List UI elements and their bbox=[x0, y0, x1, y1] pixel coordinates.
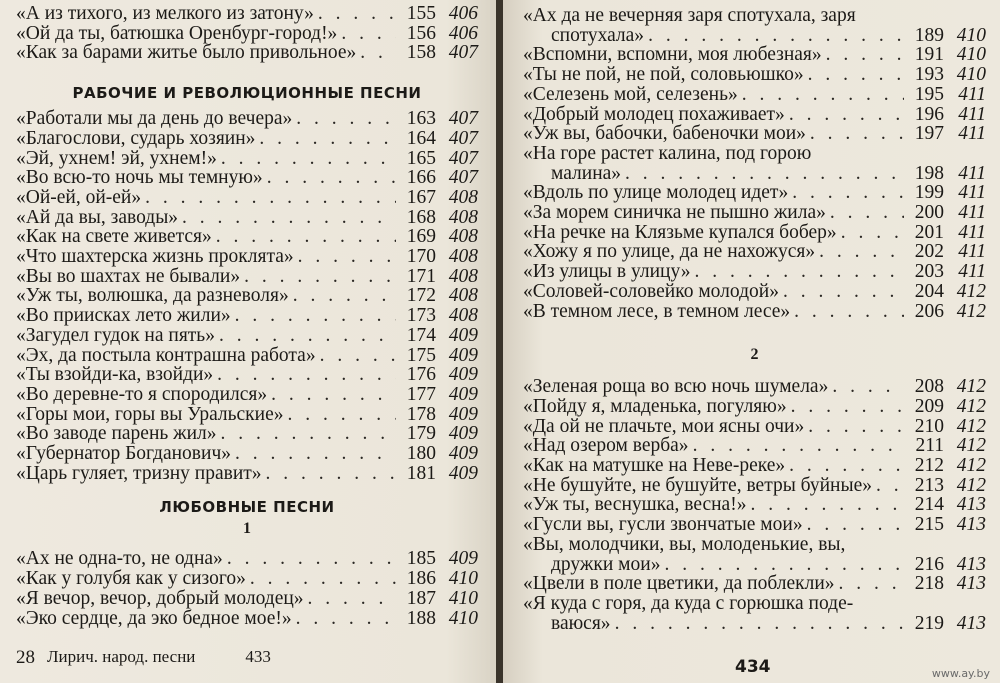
page-reference: 408 bbox=[448, 226, 478, 248]
song-number: 168 bbox=[406, 206, 436, 228]
song-number: 203 bbox=[914, 261, 944, 283]
dot-leader bbox=[304, 589, 396, 609]
dot-leader bbox=[267, 385, 396, 405]
song-number: 186 bbox=[406, 568, 436, 590]
toc-entry bbox=[523, 436, 986, 456]
dot-leader bbox=[284, 405, 397, 425]
song-number: 208 bbox=[914, 376, 944, 398]
page-reference: 412 bbox=[956, 280, 986, 302]
toc-entry bbox=[16, 188, 478, 208]
page-reference: 408 bbox=[448, 206, 478, 228]
toc-entry bbox=[523, 65, 986, 85]
dot-leader bbox=[785, 105, 904, 125]
dot-leader bbox=[292, 609, 396, 629]
toc-entry bbox=[523, 223, 986, 243]
entry-title: «Ты взойди-ка, взойди» bbox=[16, 364, 214, 386]
toc-entry bbox=[16, 109, 478, 129]
entry-title: «Уж ты, веснушка, весна!» bbox=[523, 494, 747, 516]
toc-entry bbox=[523, 45, 986, 65]
entry-title: «Как у голубя как у сизого» bbox=[16, 568, 246, 590]
song-number: 189 bbox=[914, 24, 944, 46]
footer-left bbox=[16, 647, 271, 669]
toc-entry bbox=[16, 208, 478, 228]
song-number: 219 bbox=[914, 612, 944, 634]
entry-title: спотухала» bbox=[551, 24, 645, 46]
page-reference: 411 bbox=[958, 83, 986, 105]
page-reference: 411 bbox=[958, 261, 986, 283]
toc-entry bbox=[16, 385, 478, 405]
toc-entry bbox=[523, 397, 986, 417]
dot-leader bbox=[746, 495, 904, 515]
page-reference: 408 bbox=[448, 265, 478, 287]
song-number: 206 bbox=[914, 300, 944, 322]
entry-title: «Пойду я, младенька, погуляю» bbox=[523, 395, 787, 417]
toc-entry bbox=[16, 405, 478, 425]
left-page bbox=[0, 0, 496, 683]
song-number: 176 bbox=[406, 364, 436, 386]
page-reference: 411 bbox=[958, 103, 986, 125]
entry-title: «Соловей-соловейко молодой» bbox=[523, 280, 779, 302]
page-reference: 411 bbox=[958, 202, 986, 224]
page-reference: 410 bbox=[448, 587, 478, 609]
dot-leader bbox=[611, 614, 904, 634]
toc-entry bbox=[523, 594, 986, 633]
toc-entry bbox=[523, 85, 986, 105]
toc-entry bbox=[16, 569, 478, 589]
section-number-1: 1 bbox=[243, 520, 251, 538]
song-number: 188 bbox=[406, 607, 436, 629]
toc-entry bbox=[16, 247, 478, 267]
song-number: 196 bbox=[914, 103, 944, 125]
page-reference: 412 bbox=[956, 300, 986, 322]
song-number: 177 bbox=[406, 383, 436, 405]
song-number: 197 bbox=[914, 123, 944, 145]
dot-leader bbox=[213, 365, 396, 385]
song-number: 164 bbox=[406, 127, 436, 149]
toc-entry bbox=[523, 456, 986, 476]
dot-leader bbox=[215, 326, 396, 346]
toc-entry bbox=[523, 6, 986, 45]
song-number: 213 bbox=[914, 474, 944, 496]
entry-title: «А из тихого, из мелкого из затону» bbox=[16, 3, 314, 24]
page-reference: 412 bbox=[956, 474, 986, 496]
toc-entry bbox=[16, 227, 478, 247]
entry-title: «Как на матушке на Неве-реке» bbox=[523, 455, 786, 477]
toc-entry bbox=[523, 515, 986, 535]
dot-leader bbox=[289, 286, 396, 306]
entry-title: «Во всю-то ночь мы темную» bbox=[16, 167, 263, 189]
entry-title: «Как на свете живется» bbox=[16, 226, 212, 248]
page-reference: 408 bbox=[448, 246, 478, 268]
entry-title: малина» bbox=[551, 162, 622, 184]
watermark: www.ay.by bbox=[931, 667, 990, 680]
song-number: 166 bbox=[406, 167, 436, 189]
song-number: 163 bbox=[406, 108, 436, 130]
toc-entry bbox=[523, 203, 986, 223]
dot-leader bbox=[828, 377, 904, 397]
dot-leader bbox=[837, 223, 904, 243]
entry-title-line1: «Вы, молодчики, вы, молоденькие, вы, bbox=[523, 533, 846, 555]
page-reference: 412 bbox=[956, 435, 986, 457]
song-number: 180 bbox=[406, 443, 436, 465]
toc-entry bbox=[16, 346, 478, 366]
page-reference: 409 bbox=[448, 462, 478, 484]
footer-signature: 28 bbox=[16, 647, 35, 668]
entry-title: дружки мои» bbox=[551, 553, 661, 575]
page-reference: 409 bbox=[448, 364, 478, 386]
song-number: 209 bbox=[914, 395, 944, 417]
song-number: 218 bbox=[914, 573, 944, 595]
dot-leader bbox=[621, 164, 904, 184]
toc-entry bbox=[523, 144, 986, 183]
dot-leader bbox=[141, 188, 396, 208]
entry-title-line1: «На горе растет калина, под горою bbox=[523, 142, 812, 164]
page-number-left: 433 bbox=[245, 647, 271, 666]
song-number: 210 bbox=[914, 415, 944, 437]
dot-leader bbox=[294, 247, 396, 267]
entry-title-line1: «Я куда с горя, да куда с горюшка поде- bbox=[523, 592, 854, 614]
dot-leader bbox=[822, 45, 904, 65]
page-reference: 412 bbox=[956, 415, 986, 437]
page-reference: 409 bbox=[448, 324, 478, 346]
entries-right-a bbox=[523, 6, 986, 321]
page-reference: 408 bbox=[448, 285, 478, 307]
dot-leader bbox=[806, 124, 904, 144]
dot-leader bbox=[246, 569, 396, 589]
toc-entry bbox=[16, 4, 478, 24]
page-reference: 411 bbox=[958, 182, 986, 204]
entry-title: «Во заводе парень жил» bbox=[16, 423, 217, 445]
entry-title: «Работали мы да день до вечера» bbox=[16, 108, 293, 130]
right-page bbox=[503, 0, 1000, 683]
song-number: 171 bbox=[406, 265, 436, 287]
entry-title: «За морем синичка не пышно жила» bbox=[523, 202, 826, 224]
dot-leader bbox=[223, 549, 396, 569]
toc-entry bbox=[523, 262, 986, 282]
toc-entry bbox=[523, 476, 986, 496]
dot-leader bbox=[316, 346, 396, 366]
song-number: 200 bbox=[914, 202, 944, 224]
entry-title: «Вы во шахтах не бывали» bbox=[16, 265, 241, 287]
page-reference: 413 bbox=[956, 514, 986, 536]
entry-title: «Зеленая роща во всю ночь шумела» bbox=[523, 376, 829, 398]
page-number-right: 434 bbox=[735, 657, 771, 677]
entry-title: «Гусли вы, гусли звончатые мои» bbox=[523, 514, 803, 536]
page-reference: 412 bbox=[956, 395, 986, 417]
dot-leader bbox=[337, 24, 396, 44]
entry-title: «Ах не одна-то, не одна» bbox=[16, 548, 223, 570]
toc-entry bbox=[16, 609, 478, 629]
entry-title: «Ой-ей, ой-ей» bbox=[16, 186, 142, 208]
page-reference: 410 bbox=[448, 568, 478, 590]
page-reference: 413 bbox=[956, 573, 986, 595]
song-number: 179 bbox=[406, 423, 436, 445]
song-number: 156 bbox=[406, 22, 436, 44]
entry-title: «Хожу я по улице, да не нахожуся» bbox=[523, 241, 816, 263]
dot-leader bbox=[178, 208, 396, 228]
dot-leader bbox=[314, 4, 396, 24]
toc-entry bbox=[16, 424, 478, 444]
entry-title: «В темном лесе, в темном лесе» bbox=[523, 300, 791, 322]
dot-leader bbox=[217, 149, 396, 169]
dot-leader bbox=[231, 306, 396, 326]
entry-title: «Уж ты, волюшка, да разневоля» bbox=[16, 285, 289, 307]
toc-entry bbox=[16, 168, 478, 188]
dot-leader bbox=[356, 43, 396, 63]
song-number: 170 bbox=[406, 246, 436, 268]
entry-title: «Губернатор Богданович» bbox=[16, 443, 232, 465]
dot-leader bbox=[815, 242, 904, 262]
dot-leader bbox=[660, 555, 904, 575]
page-reference: 409 bbox=[448, 344, 478, 366]
toc-entry bbox=[16, 444, 478, 464]
entry-title: «Я вечор, вечор, добрый молодец» bbox=[16, 587, 304, 609]
dot-leader bbox=[803, 515, 904, 535]
page-reference: 410 bbox=[956, 24, 986, 46]
dot-leader bbox=[255, 129, 396, 149]
toc-entry bbox=[523, 105, 986, 125]
entry-title: «Загудел гудок на пять» bbox=[16, 324, 215, 346]
entry-title: «Во приисках лето жили» bbox=[16, 305, 231, 327]
book-gutter bbox=[496, 0, 503, 683]
song-number: 172 bbox=[406, 285, 436, 307]
dot-leader bbox=[785, 456, 904, 476]
page-reference: 407 bbox=[448, 167, 478, 189]
toc-entry bbox=[523, 124, 986, 144]
song-number: 155 bbox=[406, 3, 436, 24]
page-reference: 407 bbox=[448, 127, 478, 149]
entry-title: ваюся» bbox=[551, 612, 611, 634]
song-number: 195 bbox=[914, 83, 944, 105]
page-reference: 409 bbox=[448, 423, 478, 445]
page-reference: 411 bbox=[958, 162, 986, 184]
entry-title: «Эй, ухнем! эй, ухнем!» bbox=[16, 147, 217, 169]
entry-title: «Ой да ты, батюшка Оренбург-город!» bbox=[16, 22, 338, 44]
page-reference: 407 bbox=[448, 108, 478, 130]
song-number: 165 bbox=[406, 147, 436, 169]
entry-title: «Эко сердце, да эко бедное мое!» bbox=[16, 607, 292, 629]
dot-leader bbox=[804, 417, 904, 437]
entry-title: «Добрый молодец похаживает» bbox=[523, 103, 785, 125]
toc-entry bbox=[16, 549, 478, 569]
page-reference: 406 bbox=[448, 22, 478, 44]
entry-title: «Эх, да постыла контрашна работа» bbox=[16, 344, 316, 366]
entry-title: «Как за барами житье было привольное» bbox=[16, 42, 357, 64]
toc-entry bbox=[16, 464, 478, 484]
page-reference: 413 bbox=[956, 612, 986, 634]
song-number: 201 bbox=[914, 221, 944, 243]
page-reference: 413 bbox=[956, 494, 986, 516]
dot-leader bbox=[835, 574, 904, 594]
page-reference: 410 bbox=[448, 607, 478, 629]
toc-entry bbox=[523, 242, 986, 262]
toc-entry bbox=[16, 24, 478, 44]
toc-entry bbox=[523, 183, 986, 203]
page-reference: 407 bbox=[448, 42, 478, 64]
song-number: 216 bbox=[914, 553, 944, 575]
dot-leader bbox=[787, 397, 904, 417]
song-number: 212 bbox=[914, 455, 944, 477]
song-number: 178 bbox=[406, 403, 436, 425]
song-number: 174 bbox=[406, 324, 436, 346]
entry-title: «Селезень мой, селезень» bbox=[523, 83, 738, 105]
dot-leader bbox=[217, 424, 396, 444]
dot-leader bbox=[262, 464, 396, 484]
entry-title: «Горы мои, горы вы Уральские» bbox=[16, 403, 284, 425]
entries-right-b bbox=[523, 377, 986, 633]
song-number: 204 bbox=[914, 280, 944, 302]
dot-leader bbox=[826, 203, 904, 223]
entry-title: «Вдоль по улице молодец идет» bbox=[523, 182, 789, 204]
song-number: 173 bbox=[406, 305, 436, 327]
dot-leader bbox=[263, 168, 396, 188]
page-reference: 408 bbox=[448, 305, 478, 327]
entries-workers bbox=[16, 109, 478, 483]
entry-title: «Не бушуйте, не бушуйте, ветры буйные» bbox=[523, 474, 872, 496]
entry-title: «Ай да вы, заводы» bbox=[16, 206, 179, 228]
song-number: 191 bbox=[914, 44, 944, 66]
dot-leader bbox=[644, 26, 904, 46]
page-reference: 412 bbox=[956, 376, 986, 398]
page-reference: 412 bbox=[956, 455, 986, 477]
song-number: 214 bbox=[914, 494, 944, 516]
dot-leader bbox=[212, 227, 396, 247]
dot-leader bbox=[790, 302, 904, 322]
page-reference: 409 bbox=[448, 548, 478, 570]
song-number: 211 bbox=[915, 435, 944, 457]
toc-entry bbox=[16, 286, 478, 306]
toc-entry bbox=[523, 574, 986, 594]
entry-title: «Ты не пой, не пой, соловьюшко» bbox=[523, 64, 804, 86]
dot-leader bbox=[788, 183, 904, 203]
dot-leader bbox=[872, 476, 904, 496]
entry-title: «Царь гуляет, тризну правит» bbox=[16, 462, 262, 484]
page-reference: 411 bbox=[958, 123, 986, 145]
toc-entry bbox=[523, 302, 986, 322]
toc-entry bbox=[523, 282, 986, 302]
entry-title: «Что шахтерска жизнь проклята» bbox=[16, 246, 294, 268]
dot-leader bbox=[240, 267, 396, 287]
song-number: 187 bbox=[406, 587, 436, 609]
section-heading-workers: РАБОЧИЕ И РЕВОЛЮЦИОННЫЕ ПЕСНИ bbox=[72, 84, 422, 103]
entries-top-left bbox=[16, 4, 478, 63]
section-number-2: 2 bbox=[750, 346, 759, 364]
dot-leader bbox=[804, 65, 904, 85]
toc-entry bbox=[16, 326, 478, 346]
song-number: 215 bbox=[914, 514, 944, 536]
toc-entry bbox=[523, 495, 986, 515]
page-reference: 411 bbox=[958, 241, 986, 263]
entry-title: «Из улицы в улицу» bbox=[523, 261, 691, 283]
song-number: 181 bbox=[406, 462, 436, 484]
dot-leader bbox=[292, 109, 396, 129]
entry-title: «Да ой не плачьте, мои ясны очи» bbox=[523, 415, 805, 437]
toc-entry bbox=[16, 129, 478, 149]
entry-title: «Цвели в поле цветики, да поблекли» bbox=[523, 573, 835, 595]
footer-signature-text: Лирич. народ. песни bbox=[47, 647, 196, 666]
toc-entry bbox=[16, 589, 478, 609]
dot-leader bbox=[738, 85, 904, 105]
entry-title: «Вспомни, вспомни, моя любезная» bbox=[523, 44, 822, 66]
toc-entry bbox=[523, 377, 986, 397]
page-reference: 409 bbox=[448, 443, 478, 465]
dot-leader bbox=[690, 262, 904, 282]
page-reference: 410 bbox=[956, 44, 986, 66]
toc-entry bbox=[523, 535, 986, 574]
entry-title: «На речке на Клязьме купался бобер» bbox=[523, 221, 837, 243]
dot-leader bbox=[689, 436, 904, 456]
song-number: 198 bbox=[914, 162, 944, 184]
page-reference: 410 bbox=[956, 64, 986, 86]
section-heading-love: ЛЮБОВНЫЕ ПЕСНИ bbox=[159, 498, 335, 517]
song-number: 175 bbox=[406, 344, 436, 366]
entry-title: «Во деревне-то я спородился» bbox=[16, 383, 268, 405]
song-number: 169 bbox=[406, 226, 436, 248]
page-reference: 409 bbox=[448, 383, 478, 405]
entry-title-line1: «Ах да не вечерняя заря спотухала, заря bbox=[523, 5, 856, 26]
toc-entry bbox=[16, 306, 478, 326]
toc-entry bbox=[16, 43, 478, 63]
page-reference: 413 bbox=[956, 553, 986, 575]
entry-title: «Над озером верба» bbox=[523, 435, 689, 457]
entries-love bbox=[16, 549, 478, 628]
toc-entry bbox=[16, 149, 478, 169]
song-number: 199 bbox=[914, 182, 944, 204]
song-number: 158 bbox=[406, 42, 436, 64]
song-number: 202 bbox=[914, 241, 944, 263]
song-number: 185 bbox=[406, 548, 436, 570]
song-number: 193 bbox=[914, 64, 944, 86]
page-reference: 411 bbox=[958, 221, 986, 243]
page-reference: 407 bbox=[448, 147, 478, 169]
song-number: 167 bbox=[406, 186, 436, 208]
toc-entry bbox=[523, 417, 986, 437]
page-reference: 406 bbox=[448, 3, 478, 24]
entry-title: «Благослови, сударь хозяин» bbox=[16, 127, 256, 149]
toc-entry bbox=[16, 365, 478, 385]
dot-leader bbox=[779, 282, 904, 302]
dot-leader bbox=[231, 444, 396, 464]
entry-title: «Уж вы, бабочки, бабеночки мои» bbox=[523, 123, 806, 145]
toc-entry bbox=[16, 267, 478, 287]
page-reference: 408 bbox=[448, 186, 478, 208]
page-reference: 409 bbox=[448, 403, 478, 425]
